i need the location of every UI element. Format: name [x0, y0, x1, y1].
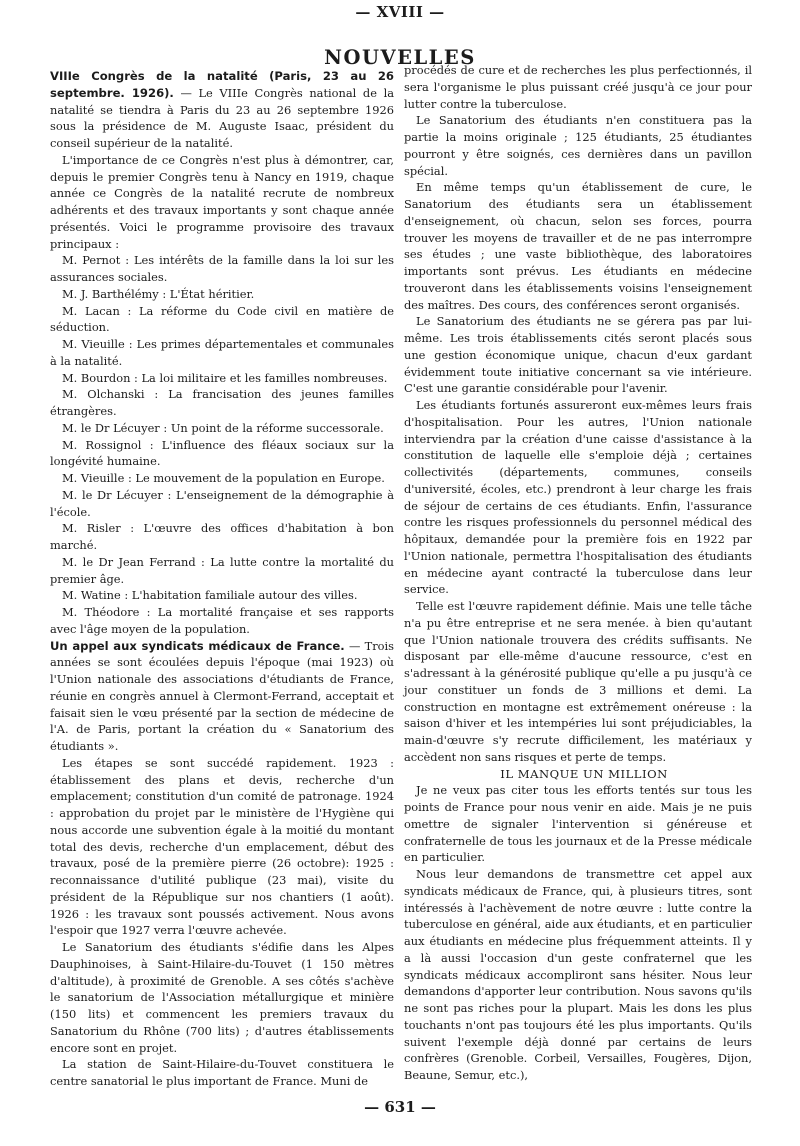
congres-paragraph	[50, 68, 394, 152]
left-column	[50, 68, 394, 1090]
program-item: M. Pernot : Les intérêts de la famille dans la loi sur les assurances sociales.	[50, 253, 394, 284]
appel-paragraph	[50, 638, 394, 755]
program-item: M. le Dr Jean Ferrand : La lutte contre la mortalité du premier âge.	[50, 554, 394, 586]
appel-heading: Un appel aux syndicats médicaux de France.	[50, 638, 345, 653]
page-title: NOUVELLES	[324, 46, 476, 69]
oeuvre-definie-paragraph: Telle est l'œuvre rapidement définie. Mais une telle tâche n'a pu être entreprise et ne sera menée. à bien qu'autant que l'Union nationale trouvera des crédits suffisants. Ne disposant par elle-même d'aucune ressource, c'est en s'adressant à la générosité publique qu'elle a pu jusqu'à ce jour constituer un fonds de 3 millions et demi. La construction en montagne est extrêmement onéreuse : la saison d'hiver et les intempéries lui sont préjudiciables, la main-d'œuvre s'y recrute difficilement, les matériaux y accèdent non sans risques et perte de temps.	[404, 599, 752, 764]
program-item: M. le Dr Lécuyer : Un point de la réforme successorale.	[62, 420, 384, 435]
program-item: M. Risler : L'œuvre des offices d'habitation à bon marché.	[50, 521, 394, 552]
procedes-paragraph: procédés de cure et de recherches les plus perfectionnés, il sera l'organisme le plus puissant créé jusqu'à ce jour pour lutter contre la tuberculose.	[404, 63, 752, 111]
sanatorium-alpes-paragraph: Le Sanatorium des étudiants s'édifie dans les Alpes Dauphinoises, à Saint-Hilaire-du-Touvet (1 150 mètres d'altitude), à proximité de Grenoble. A ses côtés s'achève le sanatorium de l'Association métallurgique et minière (150 lits) et commencent les premiers travaux du Sanatorium du Rhône (700 lits) ; d'autres établissements encore sont en projet.	[50, 940, 394, 1055]
etapes-paragraph: Les étapes se sont succédé rapidement. 1923 : établissement des plans et devis, recherche d'un emplacement; constitution d'un comité de patronage. 1924 : approbation du projet par le ministère de l'Hygiène qui nous accorde une subvention égale à la moitié du montant total des devis, recherche d'un emplacement, début des travaux, posé de la première pierre (26 octobre): 1925 : reconnaissance d'utilité publique (23 mai), visite du président de la République sur nos chantiers (1 août). 1926 : les travaux sont poussés activement. Nous avons l'espoir que 1927 verra l'œuvre achevée.	[50, 755, 394, 938]
program-item: M. J. Barthélémy : L'État héritier.	[62, 286, 255, 301]
enseignement-paragraph: En même temps qu'un établissement de cure, le Sanatorium des étudiants sera un établissement d'enseignement, où chacun, selon ses forces, pourra trouver les moyens de travailler et de ne pas interrompre ses études ; une vaste bibliothèque, des laboratoires importants sont prévus. Les étudiants en médecine trouveront dans les établissements voisins l'enseignement des maîtres. Des cours, des conférences seront organisés.	[404, 180, 752, 312]
program-item: M. Lacan : La réforme du Code civil en matière de séduction.	[50, 303, 394, 335]
congres-importance-paragraph: L'importance de ce Congrès n'est plus à démontrer, car, depuis le premier Congrès tenu à Nancy en 1919, chaque année ce Congrès de la natalité recrute de nombreux adhérents et des travaux importants y sont chaque année présentés. Voici le programme provisoire des travaux principaux :	[50, 152, 394, 251]
right-column	[404, 62, 752, 1084]
gestion-paragraph: Le Sanatorium des étudiants ne se gérera pas par lui-même. Les trois établissements cités seront placés sous une gestion économique unique, chacun d'eux gardant évidemment toute initiative concernant sa vie intérieure. C'est une garantie considérable pour l'avenir.	[404, 314, 752, 396]
section-subheading: IL MANQUE UN MILLION	[500, 766, 668, 781]
program-item: M. Watine : L'habitation familiale autour des villes.	[62, 588, 358, 603]
program-item: M. Olchanski : La francisation des jeunes familles étrangères.	[50, 387, 394, 418]
footer-page-number: — 631 —	[364, 1098, 436, 1116]
congres-text: — Le VIIIe Congrès national de la natalité se tiendra à Paris du 23 au 26 septembre 1926 sous la présidence de M. Auguste Isaac, président du conseil supérieur de la natalité.	[50, 85, 394, 150]
program-item: M. Vieuille : Le mouvement de la population en Europe.	[62, 471, 385, 485]
demande-paragraph: Nous leur demandons de transmettre cet appel aux syndicats médicaux de France, qui, à plusieurs titres, sont intéressés à l'achèvement de notre œuvre : lutte contre la tuberculose en général, aide aux étudiants, et en particulier aux étudiants en médecine plus fréquemment atteints. Il y a là aussi l'occasion d'un geste confraternel que les syndicats médicaux accompliront sans hésiter. Nous leur demandons d'apporter leur contribution. Nous savons qu'ils ne sont pas riches pour la plupart. Mais les dons les plus touchants n'ont pas toujours été les plus importants. Qu'ils suivent l'exemple déjà donné par certains de leurs confrères (Grenoble. Corbeil, Versailles, Fougères, Dijon, Beaune, Semur, etc.),	[404, 867, 752, 1082]
program-item: M. le Dr Lécuyer : L'enseignement de la démographie à l'école.	[50, 487, 394, 519]
appel-text: — Trois années se sont écoulées depuis l'époque (mai 1923) où l'Union nationale des associations d'étudiants de France, réunie en congrès annuel à Clermont-Ferrand, acceptait et faisait sien le vœu présenté par la section de médecine de l'A. de Paris, portant la création du « Sanatorium des étudiants ».	[50, 638, 394, 753]
efforts-paragraph: Je ne veux pas citer tous les efforts tentés sur tous les points de France pour nous venir en aide. Mais je ne puis omettre de signaler l'intervention si généreuse et confraternelle de tous les journaux et de la Presse médicale en particulier.	[404, 783, 752, 865]
station-paragraph: La station de Saint-Hilaire-du-Touvet constituera le centre sanatorial le plus important de France. Muni de	[50, 1057, 394, 1088]
partie-originale-paragraph: Le Sanatorium des étudiants n'en constituera pas la partie la moins originale ; 125 étudiants, 25 étudiantes pourront y être soignés, ces dernières dans un pavillon spécial.	[404, 113, 752, 178]
program-item: M. Bourdon : La loi militaire et les familles nombreuses.	[62, 370, 388, 385]
header-page-number: — XVIII —	[355, 3, 445, 21]
hospitalisation-paragraph: Les étudiants fortunés assureront eux-mêmes leurs frais d'hospitalisation. Pour les autres, l'Union nationale interviendra par la création d'une caisse d'assistance à la constitution de laquelle elle s'emploie déjà ; certaines collectivités (départements, communes, conseils d'université, écoles, etc.) prendront à leur charge les frais de séjour de certains de ces étudiants. Enfin, l'assurance contre les risques professionnels du personnel médical des hôpitaux, demandée pour la première fois en 1922 par l'Union nationale, permettra l'hospitalisation des étudiants en médecine ayant contracté la tuberculose dans leur service.	[404, 398, 752, 597]
congres-heading: VIIIe Congrès de la natalité (Paris, 23 au 26 septembre. 1926).	[50, 69, 394, 100]
program-item: M. Rossignol : L'influence des fléaux sociaux sur la longévité humaine.	[50, 437, 394, 469]
program-item: M. Théodore : La mortalité française et ses rapports avec l'âge moyen de la population.	[50, 605, 394, 636]
program-item: M. Vieuille : Les primes départementales et communales à la natalité.	[50, 337, 394, 368]
